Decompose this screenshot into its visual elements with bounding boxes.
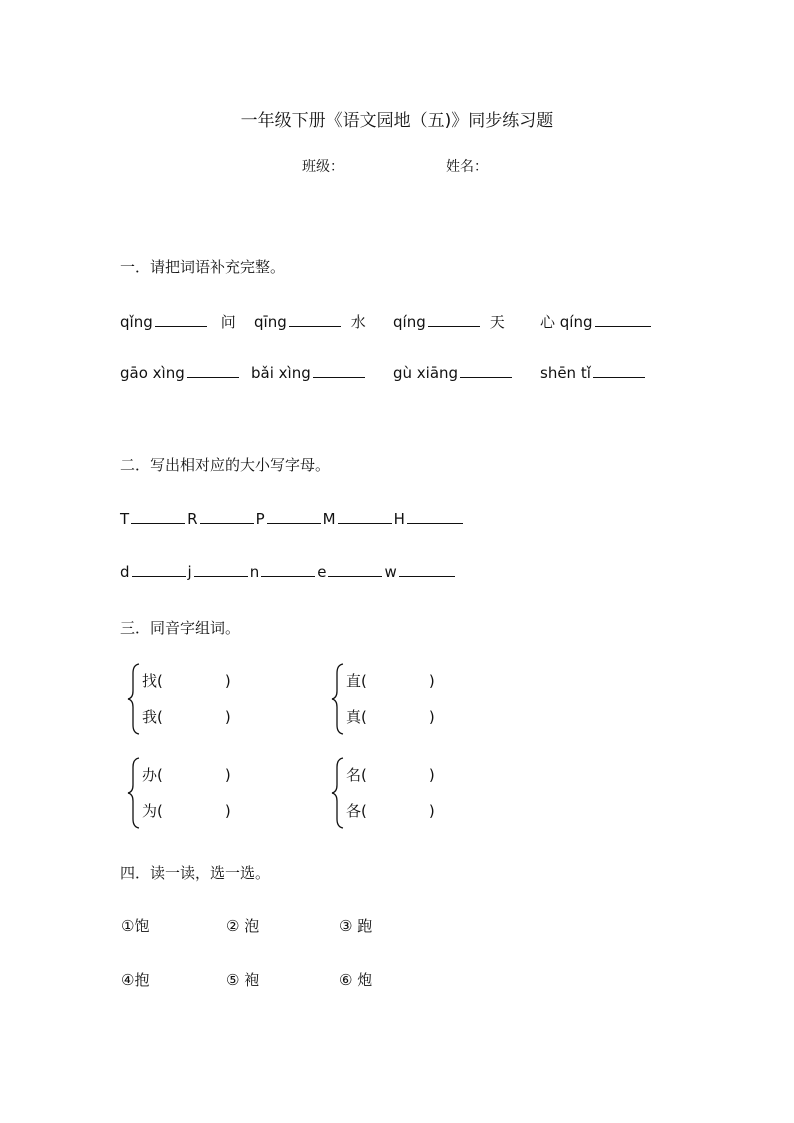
character: 名 bbox=[346, 766, 362, 784]
letter: P bbox=[255, 510, 265, 528]
option-1: ①饱 bbox=[121, 917, 150, 935]
s1-item-4 bbox=[540, 311, 653, 332]
answer-blank[interactable] bbox=[338, 522, 392, 524]
pinyin-text: qǐng bbox=[120, 313, 153, 331]
letter: d bbox=[120, 563, 130, 581]
answer-blank[interactable] bbox=[595, 325, 651, 327]
s1-item-6 bbox=[251, 364, 367, 382]
letter-row-1 bbox=[120, 510, 465, 528]
answer-blank[interactable] bbox=[267, 522, 321, 524]
left-brace-icon bbox=[331, 663, 345, 735]
character: 为 bbox=[142, 802, 158, 820]
letter: H bbox=[393, 510, 405, 528]
homophone-group-2: 直( ) 真( ) bbox=[346, 672, 435, 726]
s1-item-8 bbox=[540, 364, 647, 382]
section1-heading: 一．请把词语补充完整。 bbox=[120, 258, 286, 276]
character: 办 bbox=[142, 766, 158, 784]
answer-blank[interactable] bbox=[460, 376, 512, 378]
answer-blank[interactable] bbox=[407, 522, 463, 524]
option-3: ③ 跑 bbox=[339, 917, 373, 935]
section3-heading: 三．同音字组词。 bbox=[120, 619, 241, 637]
character: 我 bbox=[142, 708, 158, 726]
letter: n bbox=[249, 563, 260, 581]
s1-item-3 bbox=[393, 311, 505, 332]
pinyin-text: qīng bbox=[254, 313, 287, 331]
answer-blank[interactable] bbox=[194, 575, 248, 577]
section4-heading: 四．读一读，选一选。 bbox=[120, 864, 271, 882]
pinyin-text: gù xiāng bbox=[393, 364, 459, 382]
character: 找 bbox=[142, 672, 158, 690]
character-text: 问 bbox=[220, 313, 236, 331]
left-brace-icon bbox=[127, 757, 141, 829]
pinyin-text: bǎi xìng bbox=[251, 364, 311, 382]
answer-blank[interactable] bbox=[313, 376, 365, 378]
homophone-group-3: 办( ) 为( ) bbox=[142, 766, 231, 820]
character-text: 水 bbox=[350, 313, 366, 331]
left-brace-icon bbox=[127, 663, 141, 735]
letter: w bbox=[384, 563, 397, 581]
answer-blank[interactable] bbox=[593, 376, 645, 378]
s1-item-1 bbox=[120, 311, 236, 332]
answer-blank[interactable] bbox=[428, 325, 480, 327]
s1-item-5 bbox=[120, 364, 241, 382]
option-2: ② 泡 bbox=[226, 917, 260, 935]
answer-blank[interactable] bbox=[187, 376, 239, 378]
letter: e bbox=[317, 563, 327, 581]
answer-blank[interactable] bbox=[261, 575, 315, 577]
character: 直 bbox=[346, 672, 362, 690]
homophone-group-4: 名( ) 各( ) bbox=[346, 766, 435, 820]
left-brace-icon bbox=[331, 757, 345, 829]
answer-blank[interactable] bbox=[131, 522, 185, 524]
answer-blank[interactable] bbox=[328, 575, 382, 577]
option-6: ⑥ 炮 bbox=[339, 971, 373, 989]
s1-item-2 bbox=[254, 311, 366, 332]
answer-blank[interactable] bbox=[399, 575, 455, 577]
answer-blank[interactable] bbox=[132, 575, 186, 577]
answer-blank[interactable] bbox=[200, 522, 254, 524]
letter: R bbox=[187, 510, 198, 528]
homophone-group-1: 找( ) 我( ) bbox=[142, 672, 231, 726]
pinyin-text: qíng bbox=[393, 313, 426, 331]
pinyin-text: gāo xìng bbox=[120, 364, 185, 382]
page-title: 一年级下册《语文园地（五)》同步练习题 bbox=[240, 111, 554, 131]
pinyin-text: 心 qíng bbox=[540, 313, 593, 331]
class-label: 班级： bbox=[302, 159, 344, 175]
option-5: ⑤ 袍 bbox=[226, 971, 260, 989]
letter: j bbox=[187, 563, 192, 581]
answer-blank[interactable] bbox=[289, 325, 341, 327]
pinyin-text: shēn tǐ bbox=[540, 364, 591, 382]
letter: T bbox=[120, 510, 130, 528]
s1-item-7 bbox=[393, 364, 514, 382]
character: 真 bbox=[346, 708, 362, 726]
answer-blank[interactable] bbox=[155, 325, 207, 327]
character-text: 天 bbox=[489, 313, 505, 331]
option-4: ④抱 bbox=[121, 971, 150, 989]
character: 各 bbox=[346, 802, 362, 820]
section2-heading: 二．写出相对应的大小写字母。 bbox=[120, 456, 331, 474]
letter: M bbox=[322, 510, 336, 528]
letter-row-2 bbox=[120, 563, 457, 581]
name-label: 姓名： bbox=[446, 159, 488, 175]
